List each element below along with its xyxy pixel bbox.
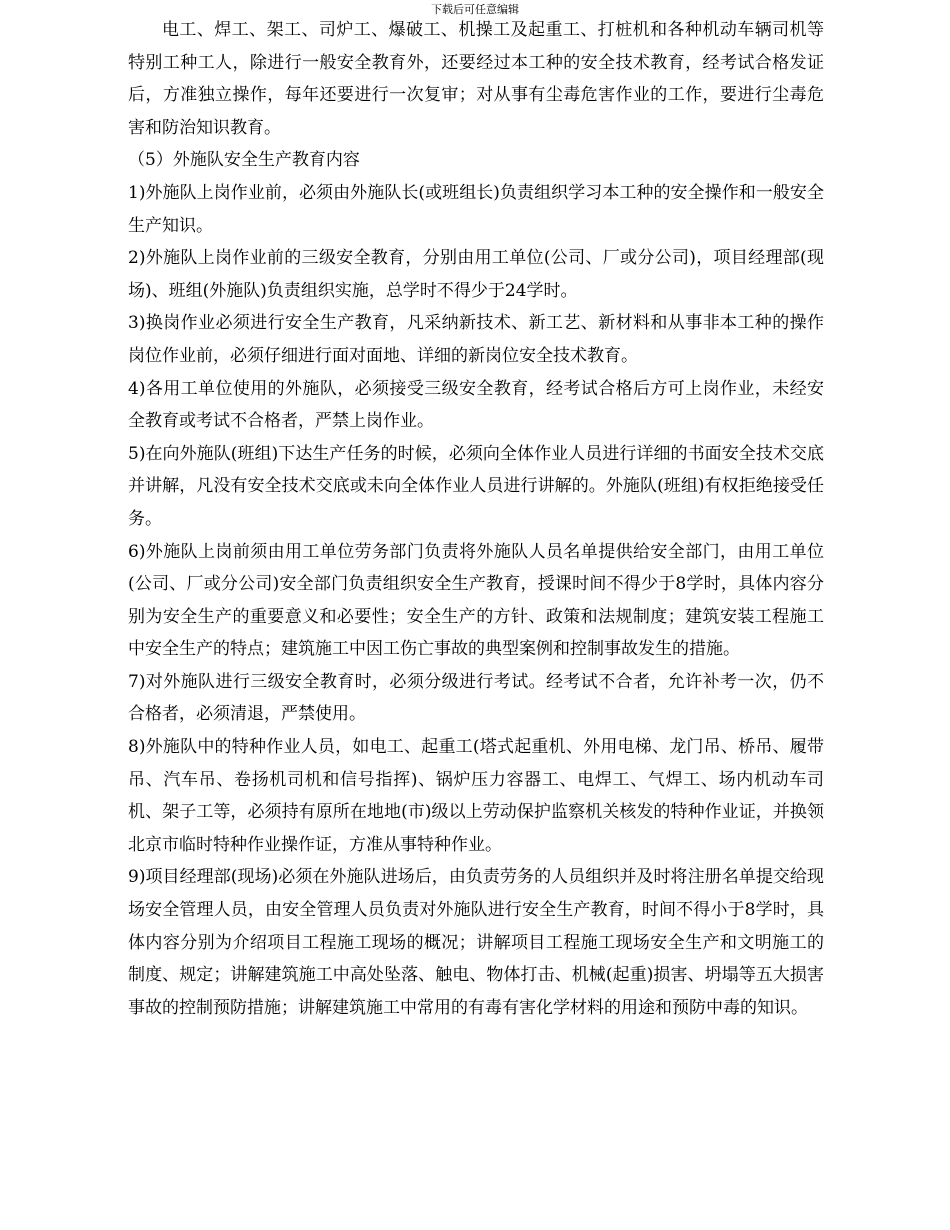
document-body: [128, 14, 824, 1024]
list-item-5: 5)在向外施队(班组)下达生产任务的时候，必须向全体作业人员进行详细的书面安全技术交底并讲解，凡没有安全技术交底或未向全体作业人员进行讲解的。外施队(班组)有权拒绝接受任务。: [128, 443, 824, 529]
list-item-3: 3)换岗作业必须进行安全生产教育，凡采纳新技术、新工艺、新材料和从事非本工种的操作岗位作业前，必须仔细进行面对面地、详细的新岗位安全技术教育。: [128, 313, 824, 366]
list-item-4: 4)各用工单位使用的外施队，必须接受三级安全教育，经考试合格后方可上岗作业，未经安全教育或考试不合格者，严禁上岗作业。: [128, 378, 824, 432]
list-item-2: 2)外施队上岗作业前的三级安全教育，分别由用工单位(公司、厂或分公司)，项目经理部(现场)、班组(外施队)负责组织实施，总学时不得少于24学时。: [128, 248, 824, 301]
list-item-7: 7)对外施队进行三级安全教育时，必须分级进行考试。经考试不合者，允许补考一次，仍不合格者，必须清退，严禁使用。: [128, 671, 824, 725]
list-item-9: 9)项目经理部(现场)必须在外施队进场后，由负责劳务的人员组织并及时将注册名单提交给现场安全管理人员，由安全管理人员负责对外施队进行安全生产教育，时间不得小于8学时，具体内容分别为介绍项目工程施工现场的概况；讲解项目工程施工现场安全生产和文明施工的制度、规定；讲解建筑施工中高处坠落、触电、物体打击、机械(起重)损害、坍塌等五大损害事故的控制预防措施；讲解建筑施工中常用的有毒有害化学材料的用途和预防中毒的知识。: [128, 867, 824, 1018]
list-item-1: 1)外施队上岗作业前，必须由外施队长(或班组长)负责组织学习本工种的安全操作和一般安全生产知识。: [128, 182, 824, 236]
list-item-6: 6)外施队上岗前须由用工单位劳务部门负责将外施队人员名单提供给安全部门，由用工单位(公司、厂或分公司)安全部门负责组织安全生产教育，授课时间不得少于8学时，具体内容分别为安全生产的重要意义和必要性；安全生产的方针、政策和法规制度；建筑安装工程施工中安全生产的特点；建筑施工中因工伤亡事故的典型案例和控制事故发生的措施。: [128, 541, 824, 660]
section-heading: （5）外施队安全生产教育内容: [128, 150, 360, 171]
paragraph-special-workers: 电工、焊工、架工、司炉工、爆破工、机操工及起重工、打桩机和各种机动车辆司机等特别工种工人，除进行一般安全教育外，还要经过本工种的安全技术教育，经考试合格发证后，方准独立操作，每年还要进行一次复审；对从事有尘毒危害作业的工作，要进行尘毒危害和防治知识教育。: [128, 20, 824, 138]
page-header: 下载后可任意编辑: [431, 3, 519, 16]
list-item-8: 8)外施队中的特种作业人员，如电工、起重工(塔式起重机、外用电梯、龙门吊、桥吊、履带吊、汽车吊、卷扬机司机和信号指挥)、锅炉压力容器工、电焊工、气焊工、场内机动车司机、架子工等，必须持有原所在地地(市)级以上劳动保护监察机关核发的特种作业证，并换领北京市临时特种作业操作证，方准从事特种作业。: [128, 737, 824, 855]
